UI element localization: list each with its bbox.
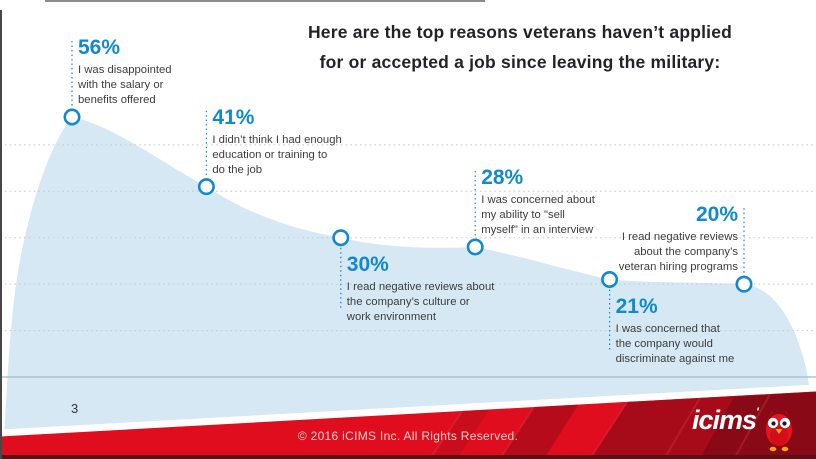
percent-description-line: the company would <box>615 337 713 350</box>
data-point-marker <box>737 277 751 291</box>
data-point-label <box>481 167 595 238</box>
percent-description-line: myself" in an interview <box>481 224 594 236</box>
percent-description-line: I was concerned about <box>481 194 595 206</box>
copyright-text: © 2016 iCIMS Inc. All Rights Reserved. <box>297 429 519 443</box>
percent-description-line: with the salary or <box>78 79 164 91</box>
icims-logo-text: icims <box>692 405 757 435</box>
chart-title-line2: for or accepted a job since leaving the military: <box>319 52 721 72</box>
owl-mascot-icon <box>761 407 797 453</box>
percent-description-line: I read negative reviews <box>621 231 738 244</box>
percent-description-line: I read negative reviews about <box>346 280 495 293</box>
percent-value: 41% <box>212 105 255 129</box>
percent-description-line: education or training to <box>212 148 328 161</box>
data-point-marker <box>199 179 213 193</box>
data-point-marker <box>65 110 79 124</box>
percent-description-line: discriminate against me <box>615 352 735 365</box>
percent-description-line: the company’s culture or <box>346 295 470 308</box>
left-border-line <box>0 10 2 459</box>
percent-value: 20% <box>695 203 738 227</box>
percent-description-line: do the job <box>212 163 263 176</box>
percent-value: 56% <box>78 36 121 59</box>
icims-logo <box>692 405 759 436</box>
data-point-marker <box>334 231 348 245</box>
icims-logo-trademark: ' <box>756 405 759 419</box>
percent-value: 30% <box>346 252 389 276</box>
percent-description-line: I didn’t think I had enough <box>212 133 342 146</box>
percent-value: 28% <box>481 166 524 189</box>
chart-title <box>250 17 790 77</box>
data-point-marker <box>468 240 482 254</box>
footer-ribbon-dark-strip <box>0 455 816 459</box>
percent-description-line: work environment <box>346 310 436 323</box>
percent-description-line: I was disappointed <box>78 64 172 76</box>
page-number: 3 <box>71 401 79 416</box>
data-point-label <box>78 37 172 108</box>
data-point-label <box>616 296 735 367</box>
chart-title-line1: Here are the top reasons veterans haven’t applied <box>307 22 733 42</box>
percent-value: 21% <box>615 294 658 318</box>
data-point-label <box>212 107 341 178</box>
percent-description-line: about the company’s <box>633 246 738 259</box>
percent-description-line: veteran hiring programs <box>618 261 738 274</box>
percent-description-line: my ability to "sell <box>481 209 565 221</box>
data-point-marker <box>602 272 616 286</box>
data-point-label <box>347 254 495 325</box>
percent-description-line: I was concerned that <box>615 322 720 335</box>
percent-description-line: benefits offered <box>78 94 156 106</box>
data-point-label <box>619 204 738 275</box>
top-border-line <box>45 0 485 2</box>
